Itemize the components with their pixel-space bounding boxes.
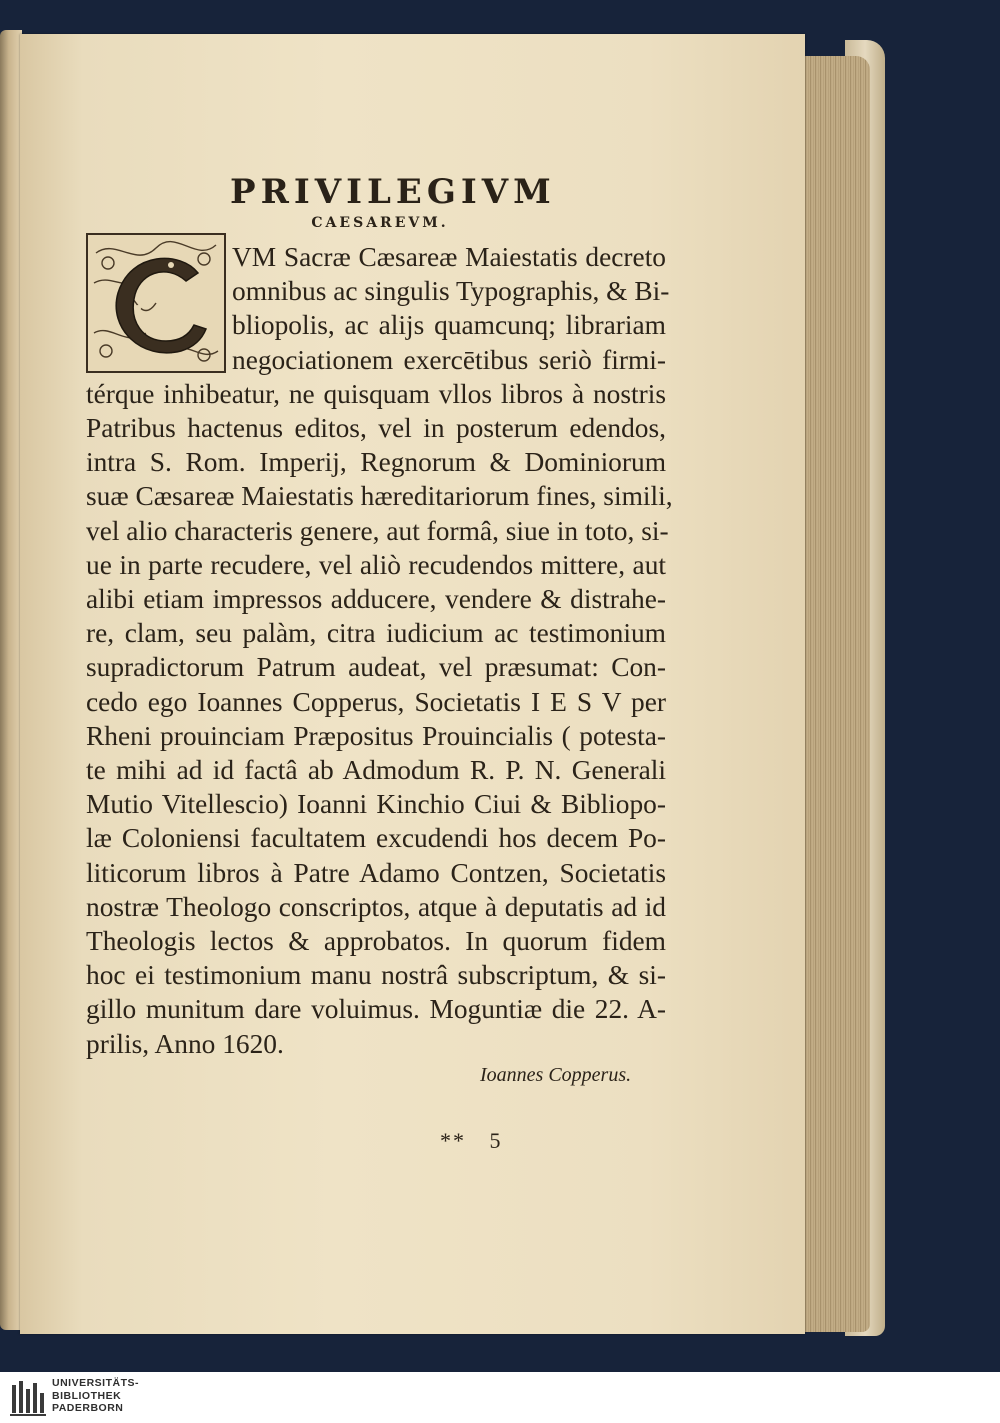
text-line: prilis, Anno 1620. [86, 1028, 284, 1059]
text-line: supradictorum Patrum audeat, vel præsumat: Con- [86, 652, 666, 683]
text-line: intra S. Rom. Imperij, Regnorum & Dominiorum [86, 447, 666, 478]
text-line: re, clam, seu palàm, citra iudicium ac testimonium [86, 618, 666, 649]
page-subtitle: CAESAREVM. [311, 215, 449, 231]
text-line: te mihi ad id factâ ab Admodum R. P. N. Generali [86, 755, 666, 786]
text-line: ue in parte recudere, vel aliò recudendos mittere, aut [86, 549, 666, 580]
text-line: omnibus ac singulis Typographis, & Bi- [232, 276, 670, 307]
text-line: liticorum libros à Patre Adamo Contzen, Societatis [86, 857, 666, 888]
library-name [52, 1377, 139, 1415]
page-footer-marks [440, 1128, 540, 1154]
library-logo-icon [10, 1379, 46, 1417]
signature-mark: ** [440, 1128, 466, 1153]
library-name-line: BIBLIOTHEK [52, 1389, 122, 1402]
text-line: vel alio characteris genere, aut formâ, siue in toto, si- [86, 515, 669, 546]
page-title: PRIVILEGIVM [230, 172, 556, 212]
text-line: gillo munitum dare voluimus. Moguntiæ die 22. A- [86, 994, 666, 1025]
left-page-edge [0, 30, 22, 1330]
text-line: Patribus hactenus editos, vel in posterum edendos, [86, 413, 666, 444]
privilege-text [86, 240, 673, 1061]
text-line: Theologis lectos & approbatos. In quorum fidem [86, 926, 666, 957]
text-line: cedo ego Ioannes Copperus, Societatis I E S V per [86, 686, 666, 717]
text-line: nostræ Theologo conscriptos, atque à deputatis ad id [86, 891, 666, 922]
text-line: negociationem exercētibus seriò firmi- [232, 344, 666, 375]
catchword: 5 [489, 1128, 501, 1153]
text-line: læ Coloniensi facultatem excudendi hos decem Po- [86, 823, 666, 854]
page-block-edge [800, 56, 870, 1332]
text-line: alibi etiam impressos adducere, vendere & distrahe- [86, 584, 666, 615]
text-line: VM Sacræ Cæsareæ Maiestatis decreto [232, 242, 666, 272]
text-line: hoc ei testimonium manu nostrâ subscriptum, & si- [86, 960, 666, 991]
signature: Ioannes Copperus. [480, 1064, 632, 1086]
library-name-line: UNIVERSITÄTS- [52, 1377, 140, 1389]
text-line: térque inhibeatur, ne quisquam vllos libros à nostris [86, 378, 666, 409]
text-line: Mutio Vitellescio) Ioanni Kinchio Ciui & Bibliopo- [86, 789, 666, 820]
text-line: bliopolis, ac alijs quamcunq; librariam [232, 310, 666, 341]
library-name-line: PADERBORN [52, 1402, 124, 1414]
footer-bar [0, 1372, 1000, 1423]
text-line: suæ Cæsareæ Maiestatis hæreditariorum fines, simili, [86, 481, 673, 512]
text-line: Rheni prouinciam Præpositus Prouincialis ( potesta- [86, 720, 666, 751]
